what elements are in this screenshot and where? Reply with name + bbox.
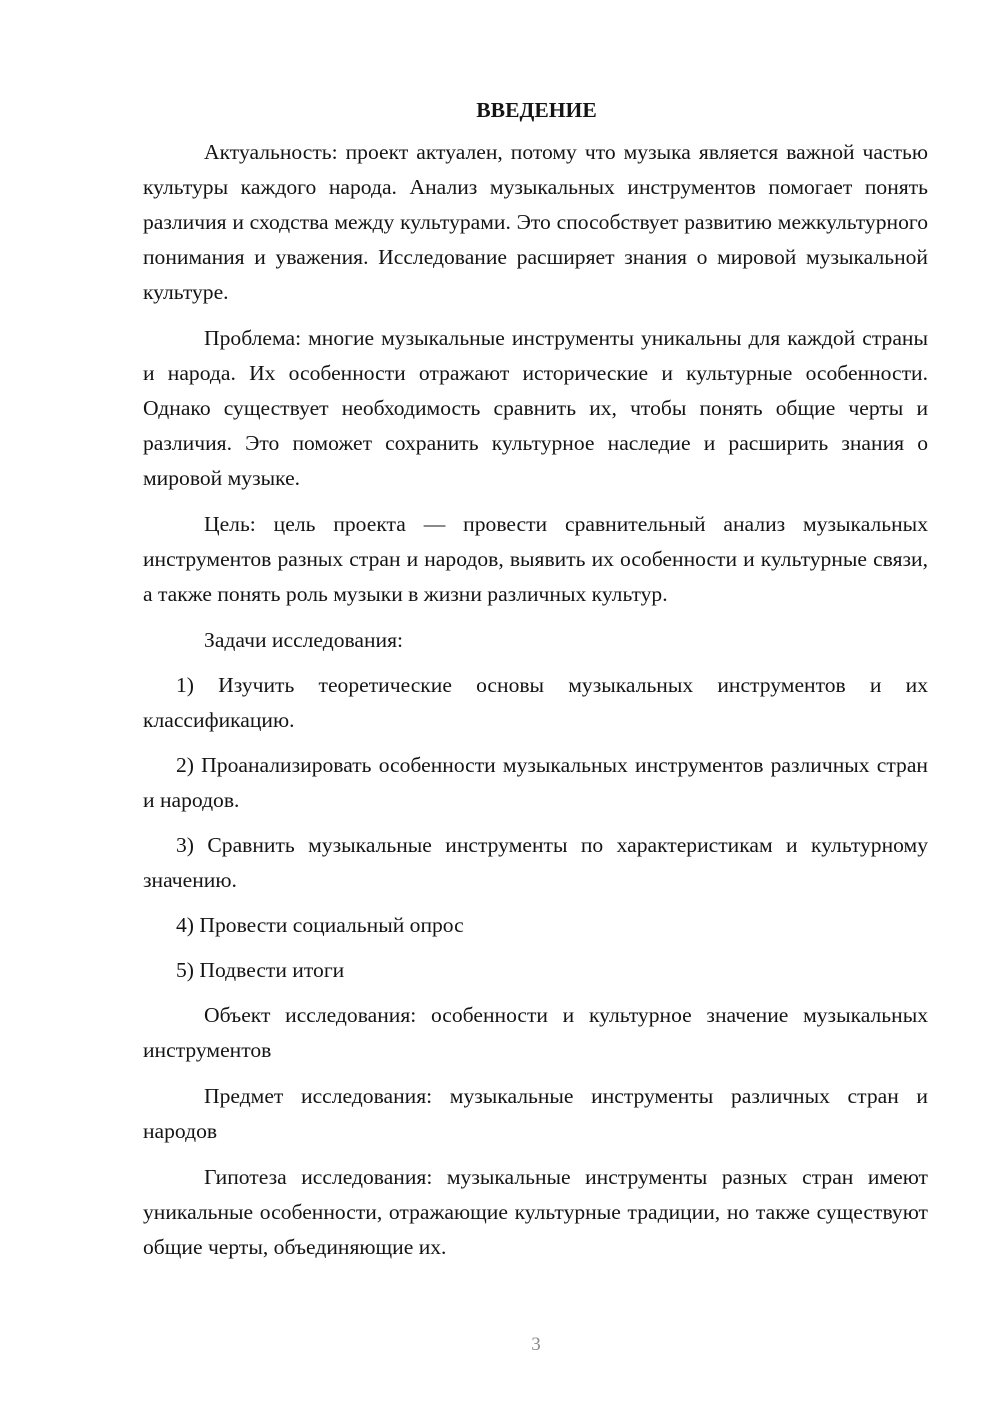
- problem-paragraph: Проблема: многие музыкальные инструменты уникальны для каждой страны и народа. Их особенности отражают исторические и культурные особенности. Однако существует необходимость сравнить их, чтобы понять общие черты и различия. Это поможет сохранить культурное наследие и расширить знания о мировой музыке.: [143, 326, 928, 490]
- tasks-heading: Задачи исследования:: [204, 628, 404, 652]
- task-item-1: 1) Изучить теоретические основы музыкальных инструментов и их классификацию.: [143, 673, 928, 732]
- task-item-5: 5) Подвести итоги: [176, 958, 345, 982]
- goal-paragraph: Цель: цель проекта — провести сравнительный анализ музыкальных инструментов разных стран и народов, выявить их особенности и культурные связи, а также понять роль музыки в жизни различных культур.: [143, 512, 928, 606]
- page-content: [143, 93, 928, 1276]
- subject-paragraph: Предмет исследования: музыкальные инструменты различных стран и народов: [143, 1084, 928, 1143]
- task-item-2: 2) Проанализировать особенности музыкальных инструментов различных стран и народов.: [143, 753, 928, 812]
- hypothesis-paragraph: Гипотеза исследования: музыкальные инструменты разных стран имеют уникальные особенности, отражающие культурные традиции, но также существуют общие черты, объединяющие их.: [143, 1165, 928, 1259]
- task-item-4: 4) Провести социальный опрос: [176, 913, 464, 937]
- task-item-3: 3) Сравнить музыкальные инструменты по характеристикам и культурному значению.: [143, 833, 928, 892]
- page-number: 3: [531, 1334, 541, 1355]
- section-title: ВВЕДЕНИЕ: [476, 98, 597, 122]
- relevance-paragraph: Актуальность: проект актуален, потому что музыка является важной частью культуры каждого народа. Анализ музыкальных инструментов помогает понять различия и сходства между культурами. Это способствует развитию межкультурного понимания и уважения. Исследование расширяет знания о мировой музыкальной культуре.: [143, 140, 928, 304]
- object-paragraph: Объект исследования: особенности и культурное значение музыкальных инструментов: [143, 1003, 928, 1062]
